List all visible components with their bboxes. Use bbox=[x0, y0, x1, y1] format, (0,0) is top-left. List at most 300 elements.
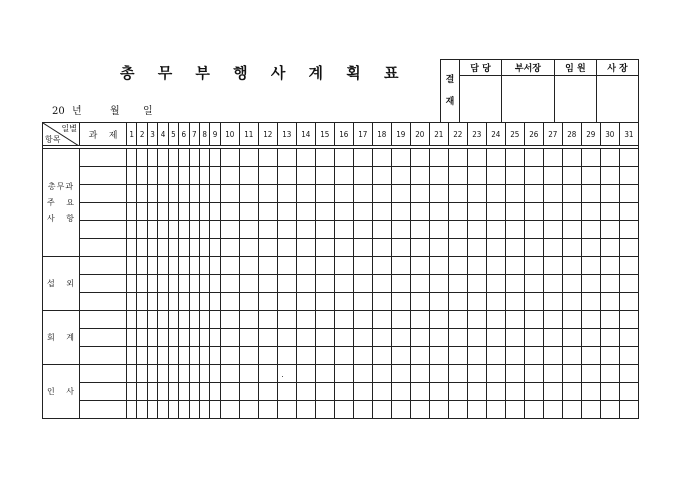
day-cell[interactable] bbox=[199, 383, 209, 401]
day-cell[interactable] bbox=[581, 401, 600, 419]
day-cell[interactable] bbox=[220, 311, 239, 329]
task-cell[interactable] bbox=[80, 293, 127, 311]
day-cell[interactable] bbox=[179, 311, 189, 329]
day-cell[interactable] bbox=[296, 401, 315, 419]
day-cell[interactable] bbox=[147, 221, 157, 239]
day-cell[interactable] bbox=[179, 401, 189, 419]
day-cell[interactable] bbox=[277, 275, 296, 293]
day-cell[interactable] bbox=[220, 185, 239, 203]
day-cell[interactable] bbox=[467, 293, 486, 311]
day-cell[interactable] bbox=[127, 167, 137, 185]
day-cell[interactable] bbox=[505, 275, 524, 293]
day-cell[interactable] bbox=[448, 203, 467, 221]
day-cell[interactable] bbox=[524, 365, 543, 383]
day-cell[interactable] bbox=[127, 257, 137, 275]
day-cell[interactable] bbox=[353, 347, 372, 365]
day-cell[interactable] bbox=[277, 167, 296, 185]
day-cell[interactable] bbox=[334, 149, 353, 167]
signature-box-staff[interactable] bbox=[460, 76, 502, 123]
day-cell[interactable] bbox=[505, 383, 524, 401]
day-cell[interactable] bbox=[391, 311, 410, 329]
task-cell[interactable] bbox=[80, 365, 127, 383]
day-cell[interactable] bbox=[372, 293, 391, 311]
day-cell[interactable] bbox=[315, 185, 334, 203]
day-cell[interactable] bbox=[505, 203, 524, 221]
day-cell[interactable] bbox=[296, 293, 315, 311]
day-cell[interactable] bbox=[189, 239, 199, 257]
day-cell[interactable] bbox=[410, 401, 429, 419]
day-cell[interactable] bbox=[147, 185, 157, 203]
day-cell[interactable] bbox=[296, 329, 315, 347]
task-cell[interactable] bbox=[80, 221, 127, 239]
day-cell[interactable] bbox=[334, 365, 353, 383]
day-cell[interactable] bbox=[258, 347, 277, 365]
day-cell[interactable] bbox=[581, 383, 600, 401]
day-cell[interactable] bbox=[372, 149, 391, 167]
day-cell[interactable] bbox=[189, 275, 199, 293]
day-cell[interactable] bbox=[372, 221, 391, 239]
day-cell[interactable] bbox=[600, 221, 619, 239]
day-cell[interactable] bbox=[220, 383, 239, 401]
day-cell[interactable] bbox=[210, 167, 220, 185]
day-cell[interactable] bbox=[168, 257, 178, 275]
day-cell[interactable] bbox=[258, 149, 277, 167]
day-cell[interactable] bbox=[158, 185, 168, 203]
day-cell[interactable] bbox=[486, 149, 505, 167]
day-cell[interactable] bbox=[467, 149, 486, 167]
day-cell[interactable] bbox=[581, 311, 600, 329]
day-cell[interactable] bbox=[147, 401, 157, 419]
day-cell[interactable] bbox=[168, 311, 178, 329]
day-cell[interactable] bbox=[448, 401, 467, 419]
day-cell[interactable] bbox=[543, 275, 562, 293]
day-cell[interactable] bbox=[199, 365, 209, 383]
day-cell[interactable] bbox=[562, 185, 581, 203]
day-cell[interactable] bbox=[353, 365, 372, 383]
day-cell[interactable] bbox=[158, 257, 168, 275]
day-cell[interactable] bbox=[562, 257, 581, 275]
day-cell[interactable] bbox=[179, 221, 189, 239]
day-cell[interactable] bbox=[147, 365, 157, 383]
day-cell[interactable] bbox=[179, 347, 189, 365]
day-cell[interactable] bbox=[147, 329, 157, 347]
day-cell[interactable] bbox=[562, 365, 581, 383]
day-cell[interactable] bbox=[505, 293, 524, 311]
day-cell[interactable] bbox=[600, 257, 619, 275]
day-cell[interactable] bbox=[258, 221, 277, 239]
day-cell[interactable] bbox=[353, 311, 372, 329]
day-cell[interactable] bbox=[239, 221, 258, 239]
day-cell[interactable] bbox=[315, 365, 334, 383]
day-cell[interactable] bbox=[220, 401, 239, 419]
day-cell[interactable] bbox=[391, 347, 410, 365]
day-cell[interactable] bbox=[353, 257, 372, 275]
day-cell[interactable] bbox=[220, 203, 239, 221]
day-cell[interactable] bbox=[353, 275, 372, 293]
day-cell[interactable] bbox=[189, 401, 199, 419]
day-cell[interactable] bbox=[137, 257, 147, 275]
day-cell[interactable] bbox=[220, 239, 239, 257]
day-cell[interactable] bbox=[179, 185, 189, 203]
day-cell[interactable] bbox=[210, 347, 220, 365]
task-cell[interactable] bbox=[80, 275, 127, 293]
day-cell[interactable] bbox=[127, 149, 137, 167]
day-cell[interactable] bbox=[410, 365, 429, 383]
day-cell[interactable] bbox=[168, 275, 178, 293]
day-cell[interactable] bbox=[600, 401, 619, 419]
day-cell[interactable] bbox=[505, 149, 524, 167]
day-cell[interactable] bbox=[296, 383, 315, 401]
day-cell[interactable] bbox=[315, 203, 334, 221]
day-cell[interactable] bbox=[410, 221, 429, 239]
day-cell[interactable] bbox=[258, 275, 277, 293]
day-cell[interactable] bbox=[505, 221, 524, 239]
day-cell[interactable] bbox=[543, 149, 562, 167]
task-cell[interactable] bbox=[80, 401, 127, 419]
day-cell[interactable] bbox=[505, 185, 524, 203]
day-cell[interactable] bbox=[334, 383, 353, 401]
day-cell[interactable] bbox=[296, 365, 315, 383]
day-cell[interactable] bbox=[467, 185, 486, 203]
day-cell[interactable] bbox=[168, 203, 178, 221]
day-cell[interactable] bbox=[277, 185, 296, 203]
day-cell[interactable] bbox=[137, 203, 147, 221]
day-cell[interactable] bbox=[189, 203, 199, 221]
day-cell[interactable] bbox=[581, 365, 600, 383]
day-cell[interactable] bbox=[505, 329, 524, 347]
day-cell[interactable] bbox=[524, 149, 543, 167]
day-cell[interactable] bbox=[619, 293, 638, 311]
task-cell[interactable] bbox=[80, 311, 127, 329]
day-cell[interactable] bbox=[486, 347, 505, 365]
day-cell[interactable] bbox=[486, 257, 505, 275]
day-cell[interactable] bbox=[315, 239, 334, 257]
day-cell[interactable] bbox=[158, 203, 168, 221]
day-cell[interactable] bbox=[315, 221, 334, 239]
day-cell[interactable] bbox=[429, 347, 448, 365]
day-cell[interactable] bbox=[543, 329, 562, 347]
day-cell[interactable] bbox=[486, 311, 505, 329]
day-cell[interactable] bbox=[619, 401, 638, 419]
day-cell[interactable] bbox=[189, 167, 199, 185]
day-cell[interactable] bbox=[562, 275, 581, 293]
day-cell[interactable] bbox=[505, 311, 524, 329]
day-cell[interactable] bbox=[147, 257, 157, 275]
day-cell[interactable] bbox=[448, 347, 467, 365]
day-cell[interactable] bbox=[168, 239, 178, 257]
day-cell[interactable] bbox=[372, 185, 391, 203]
day-cell[interactable] bbox=[543, 239, 562, 257]
day-cell[interactable] bbox=[127, 347, 137, 365]
day-cell[interactable] bbox=[158, 149, 168, 167]
day-cell[interactable] bbox=[619, 239, 638, 257]
day-cell[interactable] bbox=[258, 203, 277, 221]
day-cell[interactable] bbox=[199, 149, 209, 167]
day-cell[interactable] bbox=[429, 257, 448, 275]
day-cell[interactable] bbox=[220, 149, 239, 167]
day-cell[interactable] bbox=[168, 329, 178, 347]
day-cell[interactable] bbox=[189, 347, 199, 365]
day-cell[interactable] bbox=[127, 185, 137, 203]
day-cell[interactable] bbox=[137, 239, 147, 257]
day-cell[interactable] bbox=[158, 347, 168, 365]
day-cell[interactable] bbox=[315, 275, 334, 293]
day-cell[interactable] bbox=[600, 293, 619, 311]
day-cell[interactable] bbox=[429, 365, 448, 383]
day-cell[interactable] bbox=[137, 347, 147, 365]
day-cell[interactable] bbox=[448, 383, 467, 401]
day-cell[interactable] bbox=[467, 365, 486, 383]
day-cell[interactable] bbox=[467, 401, 486, 419]
day-cell[interactable] bbox=[600, 329, 619, 347]
day-cell[interactable] bbox=[210, 293, 220, 311]
day-cell[interactable] bbox=[467, 383, 486, 401]
day-cell[interactable] bbox=[168, 149, 178, 167]
day-cell[interactable] bbox=[168, 221, 178, 239]
day-cell[interactable] bbox=[372, 347, 391, 365]
day-cell[interactable] bbox=[486, 365, 505, 383]
day-cell[interactable] bbox=[391, 275, 410, 293]
day-cell[interactable] bbox=[199, 203, 209, 221]
day-cell[interactable] bbox=[619, 329, 638, 347]
day-cell[interactable] bbox=[562, 221, 581, 239]
day-cell[interactable] bbox=[410, 257, 429, 275]
day-cell[interactable] bbox=[277, 401, 296, 419]
day-cell[interactable] bbox=[353, 239, 372, 257]
day-cell[interactable] bbox=[199, 311, 209, 329]
day-cell[interactable] bbox=[429, 239, 448, 257]
day-cell[interactable] bbox=[429, 275, 448, 293]
day-cell[interactable] bbox=[210, 203, 220, 221]
day-cell[interactable] bbox=[600, 185, 619, 203]
day-cell[interactable] bbox=[137, 275, 147, 293]
day-cell[interactable] bbox=[467, 329, 486, 347]
day-cell[interactable] bbox=[315, 347, 334, 365]
day-cell[interactable] bbox=[258, 185, 277, 203]
day-cell[interactable] bbox=[448, 221, 467, 239]
day-cell[interactable] bbox=[562, 149, 581, 167]
day-cell[interactable] bbox=[372, 239, 391, 257]
day-cell[interactable] bbox=[524, 257, 543, 275]
day-cell[interactable] bbox=[127, 221, 137, 239]
day-cell[interactable] bbox=[315, 167, 334, 185]
day-cell[interactable] bbox=[277, 383, 296, 401]
day-cell[interactable] bbox=[296, 203, 315, 221]
day-cell[interactable] bbox=[581, 329, 600, 347]
day-cell[interactable] bbox=[147, 311, 157, 329]
task-cell[interactable] bbox=[80, 185, 127, 203]
day-cell[interactable] bbox=[505, 347, 524, 365]
day-cell[interactable] bbox=[239, 401, 258, 419]
task-cell[interactable] bbox=[80, 239, 127, 257]
day-cell[interactable] bbox=[429, 383, 448, 401]
day-cell[interactable] bbox=[524, 275, 543, 293]
day-cell[interactable] bbox=[543, 383, 562, 401]
day-cell[interactable] bbox=[581, 149, 600, 167]
day-cell[interactable] bbox=[168, 365, 178, 383]
day-cell[interactable] bbox=[562, 239, 581, 257]
day-cell[interactable] bbox=[353, 203, 372, 221]
day-cell[interactable] bbox=[258, 329, 277, 347]
day-cell[interactable] bbox=[147, 203, 157, 221]
day-cell[interactable] bbox=[619, 149, 638, 167]
day-cell[interactable] bbox=[210, 365, 220, 383]
day-cell[interactable] bbox=[296, 185, 315, 203]
day-cell[interactable] bbox=[127, 383, 137, 401]
day-cell[interactable] bbox=[505, 365, 524, 383]
day-cell[interactable] bbox=[334, 239, 353, 257]
day-cell[interactable] bbox=[189, 365, 199, 383]
day-cell[interactable] bbox=[486, 203, 505, 221]
day-cell[interactable] bbox=[239, 239, 258, 257]
day-cell[interactable] bbox=[334, 347, 353, 365]
day-cell[interactable] bbox=[410, 185, 429, 203]
day-cell[interactable] bbox=[486, 185, 505, 203]
day-cell[interactable] bbox=[429, 329, 448, 347]
day-cell[interactable] bbox=[127, 203, 137, 221]
day-cell[interactable] bbox=[410, 167, 429, 185]
day-cell[interactable] bbox=[277, 293, 296, 311]
day-cell[interactable] bbox=[147, 275, 157, 293]
day-cell[interactable] bbox=[372, 401, 391, 419]
day-cell[interactable] bbox=[353, 329, 372, 347]
day-cell[interactable] bbox=[353, 401, 372, 419]
day-cell[interactable] bbox=[448, 275, 467, 293]
day-cell[interactable] bbox=[137, 149, 147, 167]
day-cell[interactable] bbox=[543, 365, 562, 383]
day-cell[interactable] bbox=[199, 239, 209, 257]
day-cell[interactable] bbox=[619, 383, 638, 401]
day-cell[interactable] bbox=[562, 401, 581, 419]
day-cell[interactable] bbox=[239, 329, 258, 347]
day-cell[interactable] bbox=[277, 311, 296, 329]
day-cell[interactable] bbox=[486, 221, 505, 239]
day-cell[interactable] bbox=[429, 221, 448, 239]
day-cell[interactable] bbox=[543, 185, 562, 203]
day-cell[interactable] bbox=[448, 257, 467, 275]
day-cell[interactable] bbox=[600, 311, 619, 329]
day-cell[interactable] bbox=[239, 203, 258, 221]
day-cell[interactable] bbox=[127, 311, 137, 329]
task-cell[interactable] bbox=[80, 149, 127, 167]
day-cell[interactable] bbox=[619, 311, 638, 329]
day-cell[interactable] bbox=[334, 167, 353, 185]
day-cell[interactable] bbox=[220, 167, 239, 185]
day-cell[interactable] bbox=[619, 167, 638, 185]
day-cell[interactable] bbox=[179, 257, 189, 275]
day-cell[interactable] bbox=[581, 239, 600, 257]
day-cell[interactable] bbox=[258, 365, 277, 383]
day-cell[interactable] bbox=[391, 365, 410, 383]
day-cell[interactable] bbox=[127, 365, 137, 383]
day-cell[interactable] bbox=[239, 149, 258, 167]
day-cell[interactable] bbox=[199, 257, 209, 275]
day-cell[interactable] bbox=[391, 401, 410, 419]
day-cell[interactable] bbox=[158, 239, 168, 257]
day-cell[interactable] bbox=[486, 293, 505, 311]
day-cell[interactable] bbox=[600, 383, 619, 401]
day-cell[interactable] bbox=[429, 293, 448, 311]
day-cell[interactable] bbox=[277, 347, 296, 365]
day-cell[interactable] bbox=[220, 221, 239, 239]
day-cell[interactable] bbox=[581, 221, 600, 239]
day-cell[interactable] bbox=[543, 293, 562, 311]
day-cell[interactable] bbox=[168, 167, 178, 185]
day-cell[interactable] bbox=[372, 203, 391, 221]
day-cell[interactable] bbox=[391, 149, 410, 167]
day-cell[interactable] bbox=[581, 293, 600, 311]
day-cell[interactable] bbox=[410, 203, 429, 221]
day-cell[interactable] bbox=[486, 239, 505, 257]
day-cell[interactable] bbox=[220, 275, 239, 293]
day-cell[interactable] bbox=[410, 275, 429, 293]
day-cell[interactable] bbox=[137, 311, 147, 329]
day-cell[interactable] bbox=[179, 203, 189, 221]
day-cell[interactable] bbox=[581, 185, 600, 203]
day-cell[interactable] bbox=[315, 149, 334, 167]
day-cell[interactable] bbox=[189, 257, 199, 275]
day-cell[interactable] bbox=[189, 329, 199, 347]
day-cell[interactable] bbox=[334, 275, 353, 293]
day-cell[interactable] bbox=[158, 401, 168, 419]
day-cell[interactable] bbox=[486, 383, 505, 401]
day-cell[interactable] bbox=[486, 401, 505, 419]
day-cell[interactable] bbox=[410, 311, 429, 329]
day-cell[interactable] bbox=[562, 311, 581, 329]
day-cell[interactable] bbox=[505, 239, 524, 257]
day-cell[interactable] bbox=[600, 365, 619, 383]
day-cell[interactable] bbox=[543, 221, 562, 239]
day-cell[interactable] bbox=[448, 185, 467, 203]
day-cell[interactable] bbox=[581, 167, 600, 185]
day-cell[interactable] bbox=[258, 311, 277, 329]
day-cell[interactable] bbox=[619, 203, 638, 221]
day-cell[interactable] bbox=[448, 167, 467, 185]
day-cell[interactable] bbox=[410, 383, 429, 401]
day-cell[interactable] bbox=[429, 203, 448, 221]
day-cell[interactable] bbox=[127, 329, 137, 347]
day-cell[interactable] bbox=[179, 167, 189, 185]
day-cell[interactable] bbox=[239, 293, 258, 311]
day-cell[interactable] bbox=[147, 167, 157, 185]
day-cell[interactable] bbox=[600, 239, 619, 257]
day-cell[interactable] bbox=[137, 329, 147, 347]
day-cell[interactable] bbox=[486, 329, 505, 347]
day-cell[interactable] bbox=[158, 329, 168, 347]
day-cell[interactable] bbox=[391, 167, 410, 185]
day-cell[interactable] bbox=[562, 347, 581, 365]
day-cell[interactable] bbox=[391, 239, 410, 257]
day-cell[interactable] bbox=[448, 149, 467, 167]
day-cell[interactable] bbox=[210, 149, 220, 167]
day-cell[interactable] bbox=[353, 293, 372, 311]
day-cell[interactable] bbox=[168, 293, 178, 311]
day-cell[interactable] bbox=[467, 311, 486, 329]
day-cell[interactable] bbox=[429, 401, 448, 419]
day-cell[interactable] bbox=[199, 401, 209, 419]
day-cell[interactable] bbox=[467, 167, 486, 185]
day-cell[interactable] bbox=[467, 203, 486, 221]
day-cell[interactable] bbox=[179, 239, 189, 257]
day-cell[interactable] bbox=[158, 221, 168, 239]
day-cell[interactable] bbox=[505, 401, 524, 419]
day-cell[interactable] bbox=[137, 185, 147, 203]
day-cell[interactable] bbox=[210, 239, 220, 257]
day-cell[interactable] bbox=[505, 257, 524, 275]
task-cell[interactable] bbox=[80, 167, 127, 185]
day-cell[interactable] bbox=[189, 383, 199, 401]
day-cell[interactable] bbox=[467, 257, 486, 275]
